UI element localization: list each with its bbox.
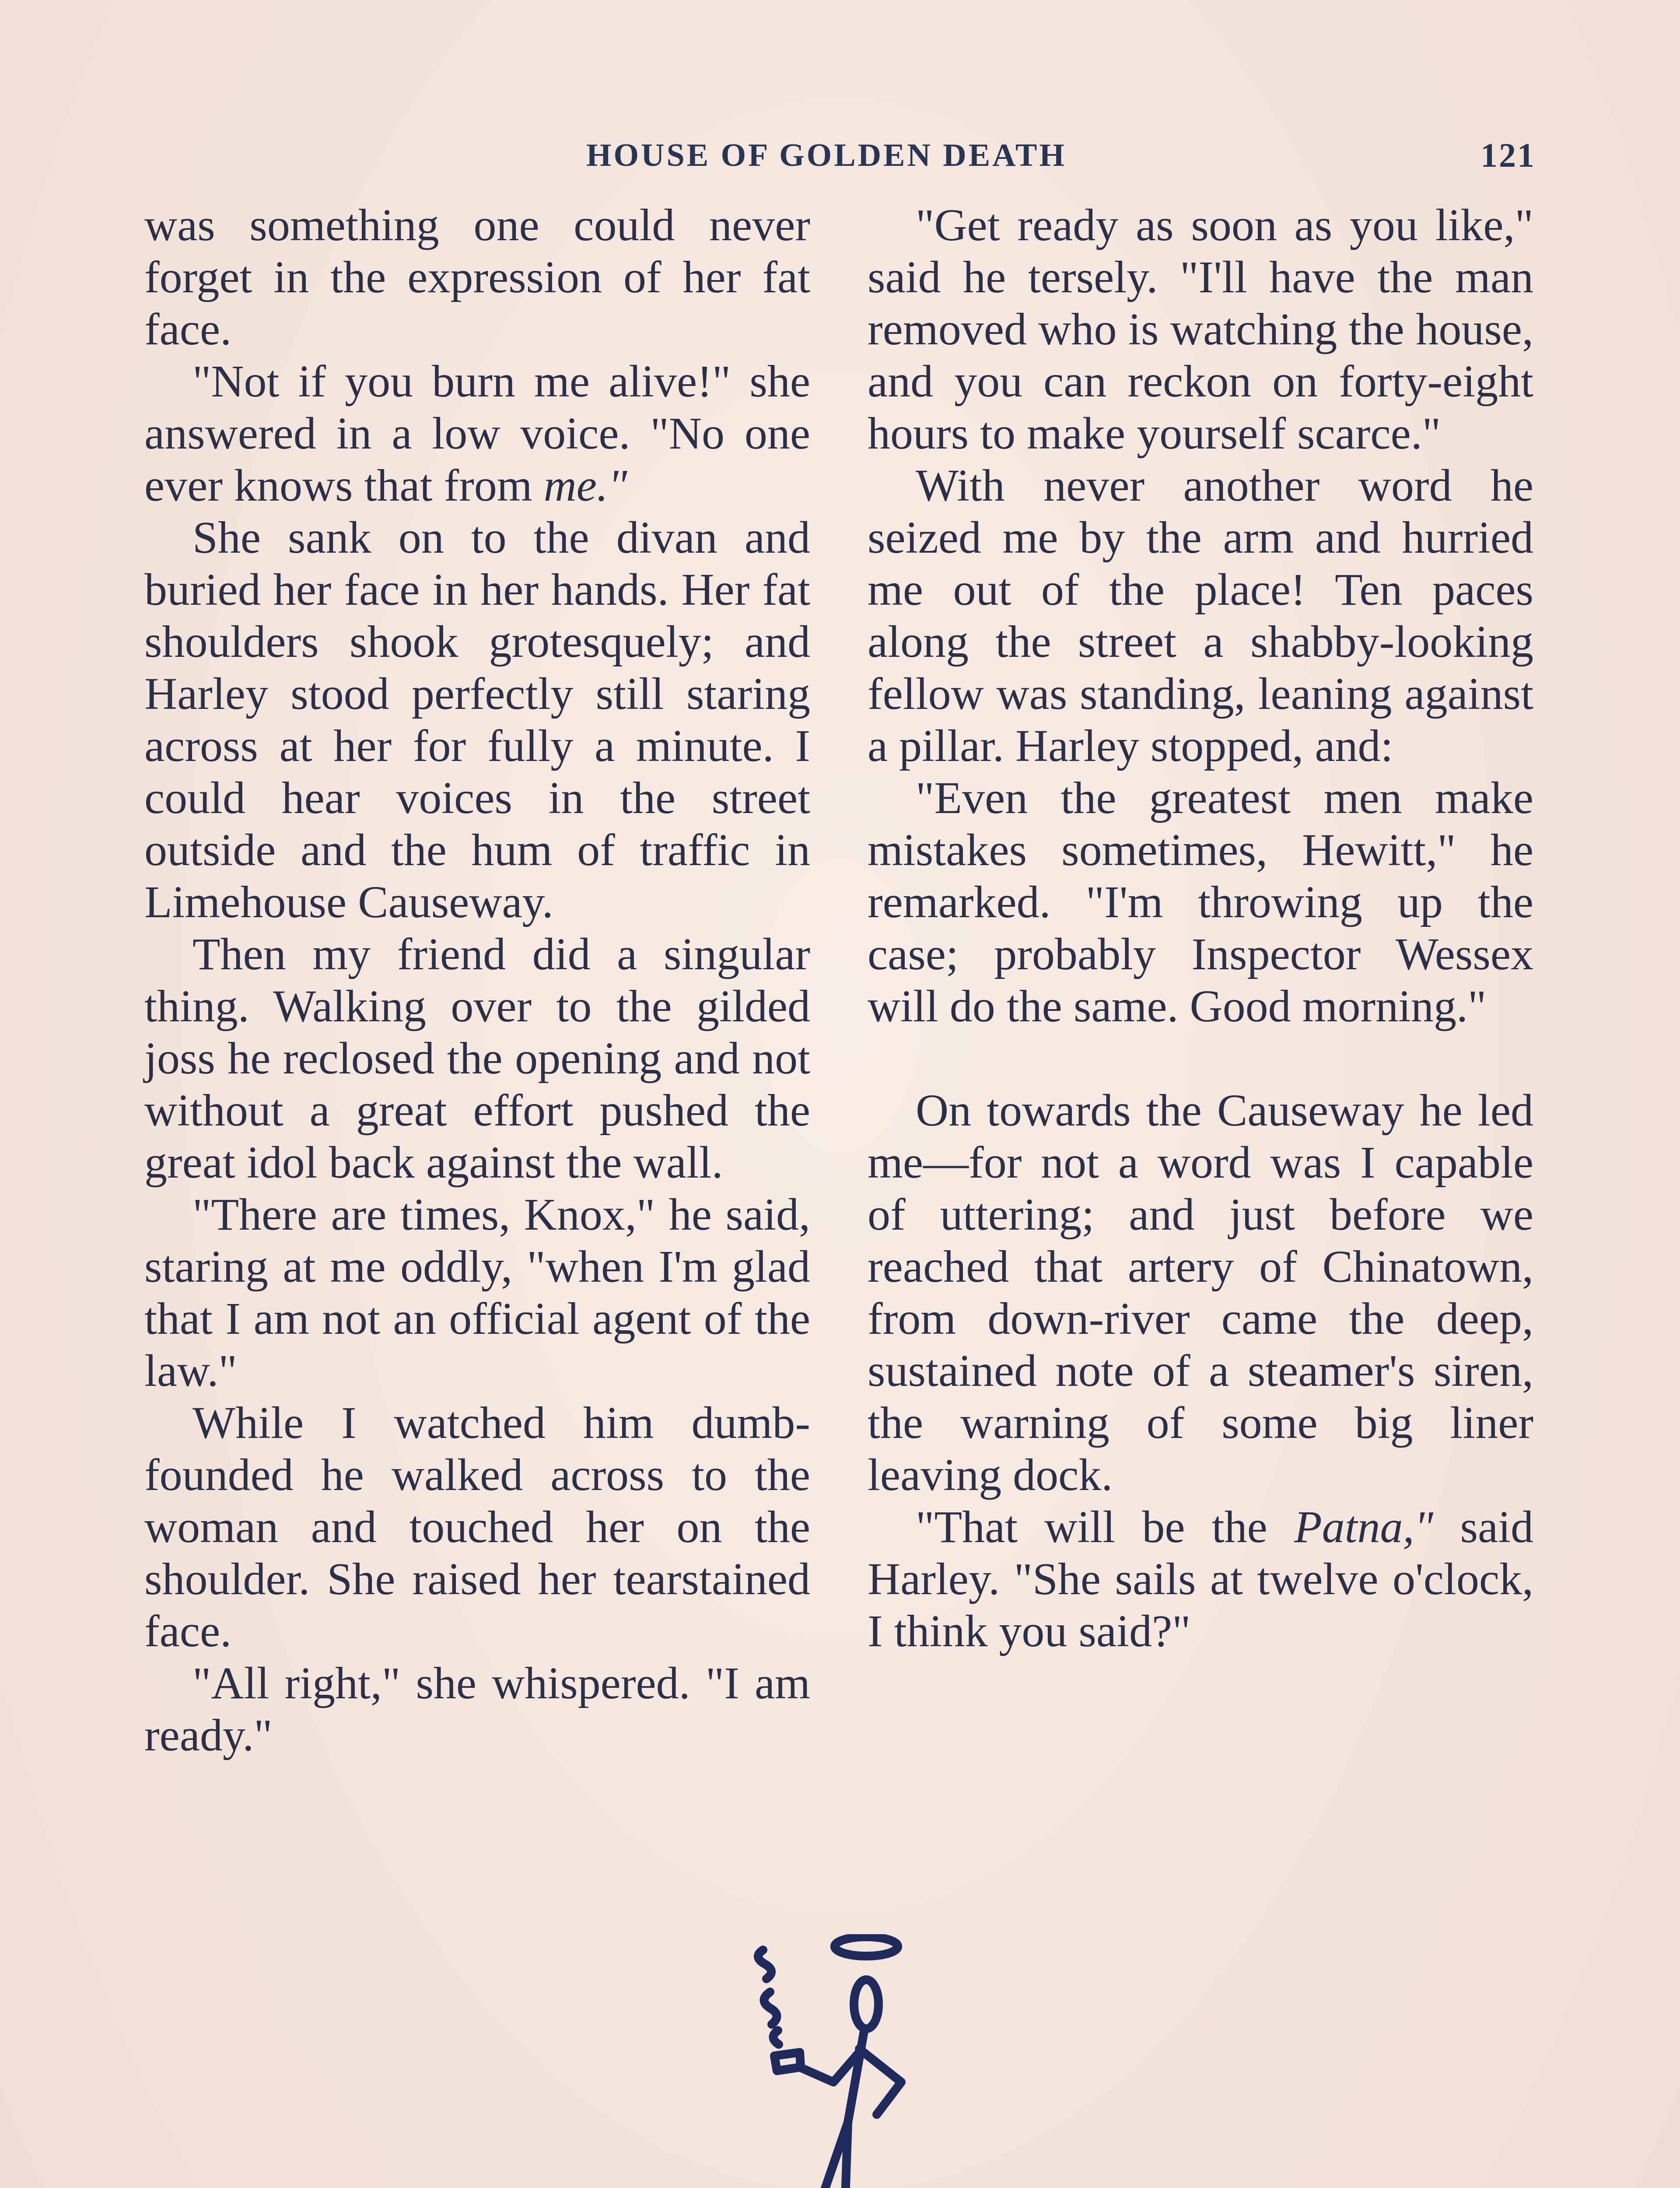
smoke-puff-bottom	[773, 2030, 779, 2044]
paragraph	[144, 355, 810, 512]
arm-holding-pipe	[800, 2053, 858, 2082]
paragraph	[868, 1501, 1533, 1657]
pipe	[774, 2052, 801, 2071]
paragraph-text: "Not if you burn me alive!" she answered in a low voice. "No one ever knows that from	[144, 356, 810, 511]
paragraph: "There are times, Knox," he said, staring at me oddly, "when I'm glad that I am not an official agent of the law."	[144, 1189, 810, 1396]
paragraph: With never another word he seized me by the arm and hurried me out of the place! Ten paces along the street a shabby-looking fellow was standing, leaning against a pillar. Harley stopped, and:	[868, 460, 1533, 771]
saint-stick-figure-icon	[744, 1934, 928, 2188]
head	[854, 1980, 878, 2029]
paragraph: "All right," she whispered. "I am ready."	[144, 1658, 810, 1760]
left-column	[144, 199, 810, 1761]
paragraph: Then my friend did a singular thing. Walking over to the gilded joss he reclosed the opening and not without a great effort pushed the great idol back against the wall.	[144, 929, 810, 1188]
running-title: HOUSE OF GOLDEN DEATH	[586, 137, 1067, 173]
halo	[835, 1937, 898, 1956]
paragraph: While I watched him dumbfounded he walked across to the woman and touched her on the shoulder. She raised her tearstained face.	[144, 1398, 810, 1656]
paragraph: was something one could never forget in the expression of her fat face.	[144, 200, 810, 354]
smoke-puff-top	[758, 1950, 771, 1979]
right-column	[868, 199, 1533, 1657]
paragraph: She sank on to the divan and buried her face in her hands. Her fat shoulders shook grotesquely; and Harley stood perfectly still staring across at her for fully a minute. I could hear voices in the street outside and the hum of traffic in Limehouse Causeway.	[144, 512, 810, 927]
right-leg	[845, 2122, 858, 2188]
paragraph: On towards the Causeway he led me—for not a word was I capable of uttering; and just before we reached that artery of Chinatown, from down-river came the deep, sustained note of a steamer's siren, the warning of some big liner leaving dock.	[868, 1085, 1533, 1500]
page-number: 121	[1480, 136, 1536, 174]
saint-figure-drawing	[744, 1934, 928, 2188]
paragraph: "Even the greatest men make mistakes sometimes, Hewitt," he remarked. "I'm throwing up the case; probably Inspector Wessex will do the same. Good morning."	[868, 773, 1533, 1031]
arm-on-hip	[859, 2049, 901, 2114]
paragraph: "Get ready as soon as you like," said he tersely. "I'll have the man removed who is watching the house, and you can reckon on forty-eight hours to make yourself scarce."	[868, 200, 1533, 459]
emphasis-text: me."	[543, 460, 627, 511]
paragraph-text: said Harley. "She sails at twelve o'clock, I think you said?"	[868, 1502, 1533, 1656]
page-header	[144, 131, 1536, 179]
paragraph-text: "That will be the	[916, 1502, 1295, 1552]
emphasis-text: Patna,"	[1294, 1502, 1434, 1552]
smoke-puff-middle	[764, 1992, 777, 2024]
